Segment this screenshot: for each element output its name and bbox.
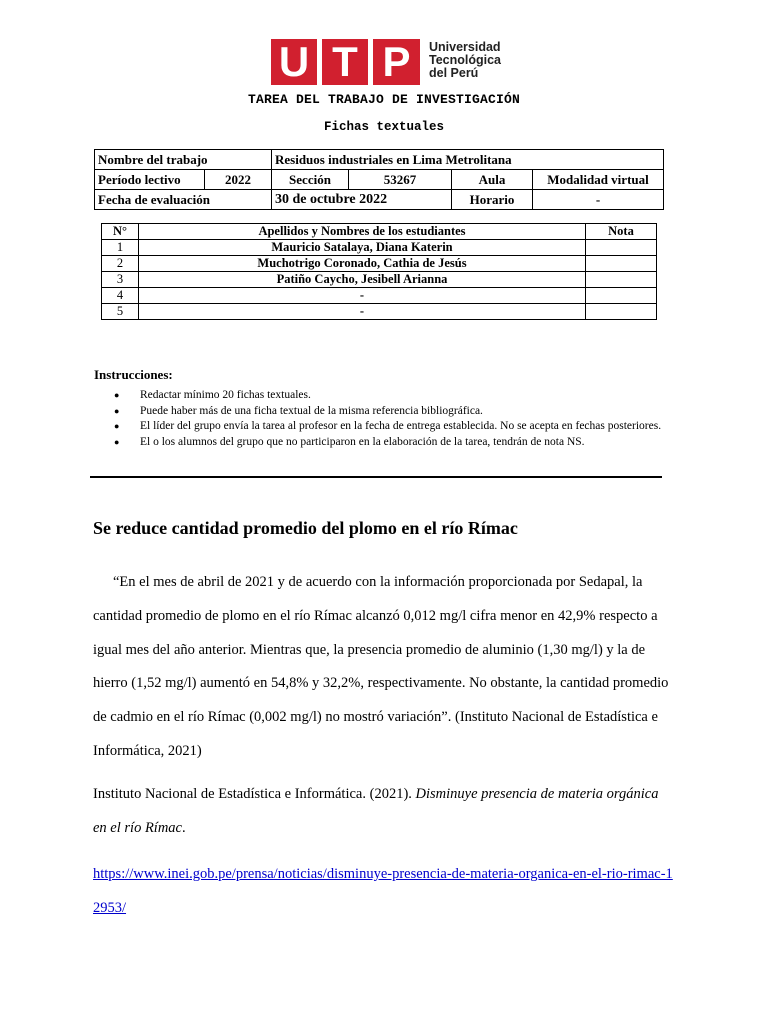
instructions-list: [112, 389, 682, 451]
instruction-text: Redactar mínimo 20 fichas textuales.: [140, 389, 311, 401]
page-title: TAREA DEL TRABAJO DE INVESTIGACIÓN: [247, 92, 521, 107]
students-table: [101, 223, 657, 320]
student-name: -: [139, 304, 586, 320]
nombre-value: Residuos industriales en Lima Metrolitana: [272, 150, 664, 170]
table-row: [102, 304, 657, 320]
horario-label: Horario: [452, 190, 533, 210]
reference-title: Disminuye presencia de materia orgánica en el río Rímac: [93, 786, 659, 836]
list-item: [112, 405, 682, 419]
fecha-label: Fecha de evaluación: [95, 190, 272, 210]
page-subtitle: Fichas textuales: [323, 120, 445, 134]
divider: [90, 476, 662, 478]
student-number: 4: [102, 288, 139, 304]
table-row: [95, 170, 664, 190]
table-row: [102, 272, 657, 288]
student-number: 3: [102, 272, 139, 288]
student-name: Muchotrigo Coronado, Cathia de Jesús: [139, 256, 586, 272]
bullet-icon: ●: [114, 436, 120, 447]
student-nota: [586, 304, 657, 320]
periodo-label: Período lectivo: [95, 170, 205, 190]
student-nota: [586, 240, 657, 256]
nombre-label: Nombre del trabajo: [95, 150, 272, 170]
bullet-icon: ●: [114, 390, 120, 400]
student-number: 5: [102, 304, 139, 320]
periodo-value: 2022: [205, 170, 272, 190]
ficha-reference: [93, 778, 673, 846]
ficha-heading: Se reduce cantidad promedio del plomo en el río Rímac: [93, 518, 518, 538]
reference-end: .: [182, 819, 186, 836]
quote-text: “En el mes de abril de 2021 y de acuerdo con la información proporcionada por Sedapal, la cantidad promedio de plomo en el río Rímac alcanzó 0,012 mg/l cifra menor en 42,9% respecto a igual mes del año anterior. Mientras que, la presencia promedio de aluminio (1,30 mg/l) y la de hierro (1,52 mg/l) aumentó en 54,8% y 32,2%, respectivamente. No obstante, la cantidad promedio de cadmio en el río Rímac (0,002 mg/l) no mostró variación”. (Instituto Nacional de Estadística e Informática, 2021): [93, 574, 669, 759]
table-header-row: [102, 224, 657, 240]
table-row: [95, 150, 664, 170]
logo-letter-u: U: [271, 39, 317, 85]
student-name: Patiño Caycho, Jesibell Arianna: [139, 272, 586, 288]
logo-letter-p: P: [373, 39, 420, 85]
student-number: 2: [102, 256, 139, 272]
table-row: [102, 256, 657, 272]
instructions-heading: Instrucciones:: [94, 367, 173, 382]
horario-value: -: [533, 190, 664, 210]
student-number: 1: [102, 240, 139, 256]
reference-author: Instituto Nacional de Estadística e Informática. (2021).: [93, 786, 416, 802]
logo-letter-t: T: [322, 39, 368, 85]
work-info-table: [94, 149, 664, 210]
student-name: Mauricio Satalaya, Diana Katerin: [139, 240, 586, 256]
seccion-value: 53267: [349, 170, 452, 190]
bullet-icon: ●: [114, 421, 120, 431]
logo-university-name: Universidad Tecnológica del Perú: [429, 40, 502, 80]
fecha-value: 30 de octubre 2022: [272, 190, 452, 210]
table-row: [102, 288, 657, 304]
list-item: [112, 420, 682, 434]
col-header-nota: Nota: [586, 224, 657, 240]
instruction-text: Puede haber más de una ficha textual de la misma referencia bibliográfica.: [140, 404, 483, 417]
col-header-names: Apellidos y Nombres de los estudiantes: [139, 224, 586, 240]
table-row: [102, 240, 657, 256]
utp-logo: [271, 39, 501, 89]
instruction-text: El o los alumnos del grupo que no participaron en la elaboración de la tarea, tendrán de nota NS.: [140, 435, 585, 448]
col-header-number: N°: [102, 224, 139, 240]
seccion-label: Sección: [272, 170, 349, 190]
student-nota: [586, 272, 657, 288]
reference-link[interactable]: https://www.inei.gob.pe/prensa/noticias/disminuye-presencia-de-materia-organica-en-el-rio-rimac-12953/: [93, 866, 673, 916]
student-name: -: [139, 288, 586, 304]
aula-value: Modalidad virtual: [533, 170, 664, 190]
ficha-quote: [93, 566, 673, 769]
list-item: [112, 436, 682, 450]
list-item: [112, 389, 682, 403]
aula-label: Aula: [452, 170, 533, 190]
instruction-text: El líder del grupo envía la tarea al profesor en la fecha de entrega establecida. No se acepta en fechas posteriores.: [140, 420, 662, 432]
student-nota: [586, 256, 657, 272]
student-nota: [586, 288, 657, 304]
table-row: [95, 190, 664, 210]
bullet-icon: ●: [114, 405, 120, 416]
